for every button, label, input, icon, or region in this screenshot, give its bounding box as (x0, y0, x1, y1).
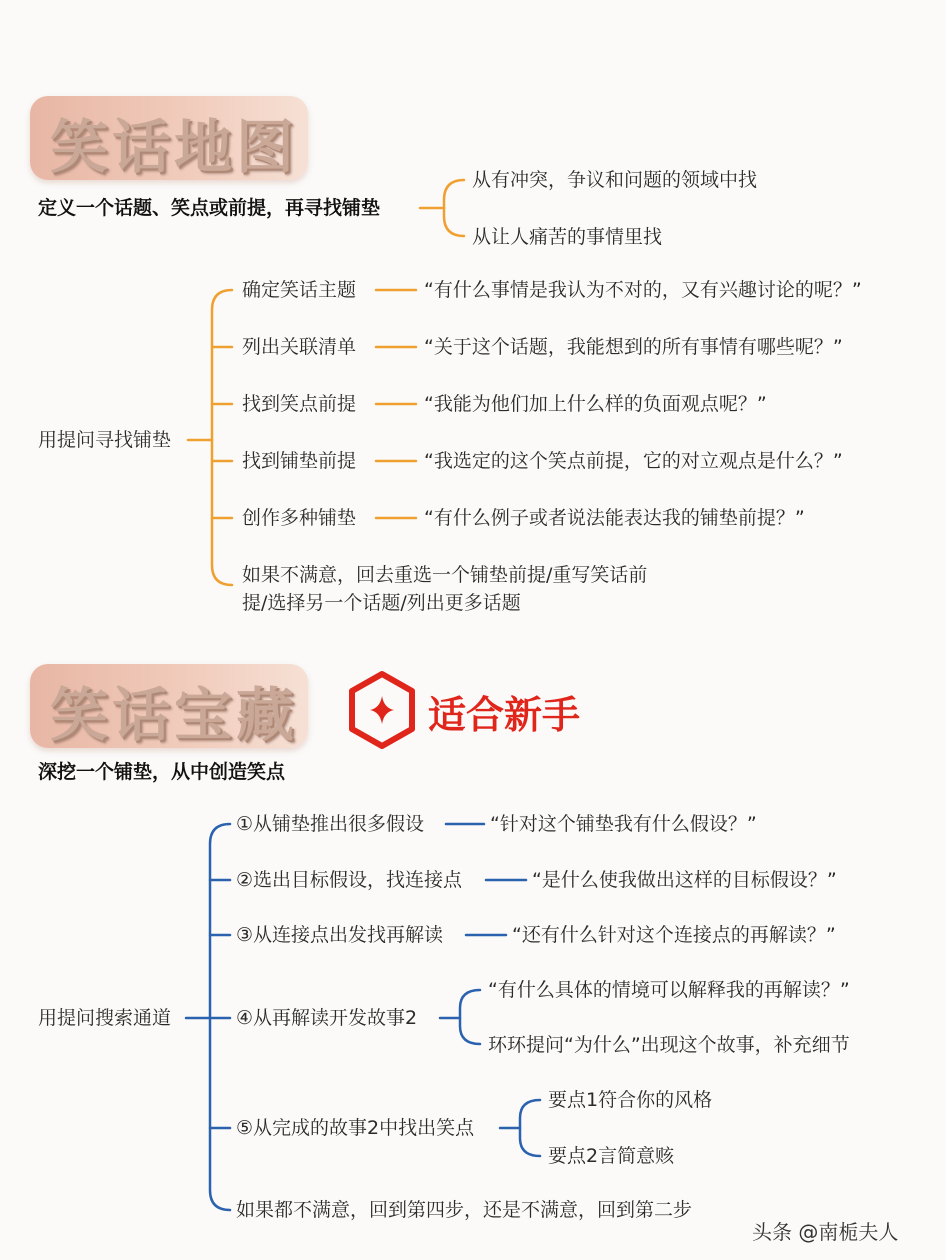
section2-subtitle: 深挖一个铺垫，从中创造笑点 (38, 761, 286, 783)
step-question: “关于这个话题，我能想到的所有事情有哪些呢？” (424, 336, 843, 358)
sparkle-hexagon-icon (346, 670, 418, 750)
step2-question: “是什么使我做出这样的目标假设？” (532, 869, 837, 891)
step5-child-2: 要点2言简意赅 (548, 1145, 675, 1167)
step2-label: ①从铺垫推出很多假设 (236, 813, 425, 835)
definition-branch-1: 从有冲突，争议和问题的领域中找 (472, 169, 758, 191)
step2-question: “还有什么针对这个连接点的再解读？” (512, 924, 836, 946)
retry-line-2: 提/选择另一个话题/列出更多话题 (242, 592, 521, 614)
step-question: “有什么例子或者说法能表达我的铺垫前提？” (424, 507, 805, 529)
retry-line-1: 如果不满意，回去重选一个铺垫前提/重写笑话前 (242, 564, 648, 586)
step-label: 列出关联清单 (242, 336, 357, 358)
section1-title: 笑话地图 (50, 113, 299, 181)
definition-branch-2: 从让人痛苦的事情里找 (472, 226, 663, 248)
section1-definition: 定义一个话题、笑点或前提，再寻找铺垫 (38, 197, 381, 219)
section1-ask-label: 用提问寻找铺垫 (38, 429, 172, 451)
step-question: “我选定的这个笑点前提，它的对立观点是什么？” (424, 450, 843, 472)
watermark: 头条 @南栀夫人 (752, 1220, 899, 1244)
step5-child-1: 要点1符合你的风格 (548, 1089, 713, 1111)
step4-child-1: “有什么具体的情境可以解释我的再解读？” (488, 979, 850, 1001)
section2-ask-label: 用提问搜索通道 (38, 1007, 172, 1029)
definition-bracket (444, 180, 464, 236)
beginner-badge: 适合新手 (428, 693, 581, 737)
step5-bracket (520, 1100, 540, 1156)
step-question: “我能为他们加上什么样的负面观点呢？” (424, 393, 767, 415)
step2-label: ②选出目标假设，找连接点 (236, 869, 463, 891)
section2-title: 笑话宝藏 (50, 681, 299, 749)
step4-label: ④从再解读开发故事2 (236, 1007, 418, 1029)
step4-bracket (460, 990, 480, 1044)
step-label: 确定笑话主题 (242, 279, 357, 301)
step2-question: “针对这个铺垫我有什么假设？” (490, 813, 757, 835)
step5-label: ⑤从完成的故事2中找出笑点 (236, 1117, 475, 1139)
step-label: 找到笑点前提 (242, 393, 357, 415)
section2-retry: 如果都不满意，回到第四步，还是不满意，回到第二步 (236, 1199, 693, 1221)
step2-label: ③从连接点出发找再解读 (236, 924, 444, 946)
step-label: 创作多种铺垫 (242, 507, 357, 529)
ask-bracket (212, 290, 232, 585)
step-question: “有什么事情是我认为不对的，又有兴趣讨论的呢？” (424, 279, 862, 301)
step-label: 找到铺垫前提 (242, 450, 357, 472)
step4-child-2: 环环提问“为什么”出现这个故事，补充细节 (488, 1034, 850, 1056)
